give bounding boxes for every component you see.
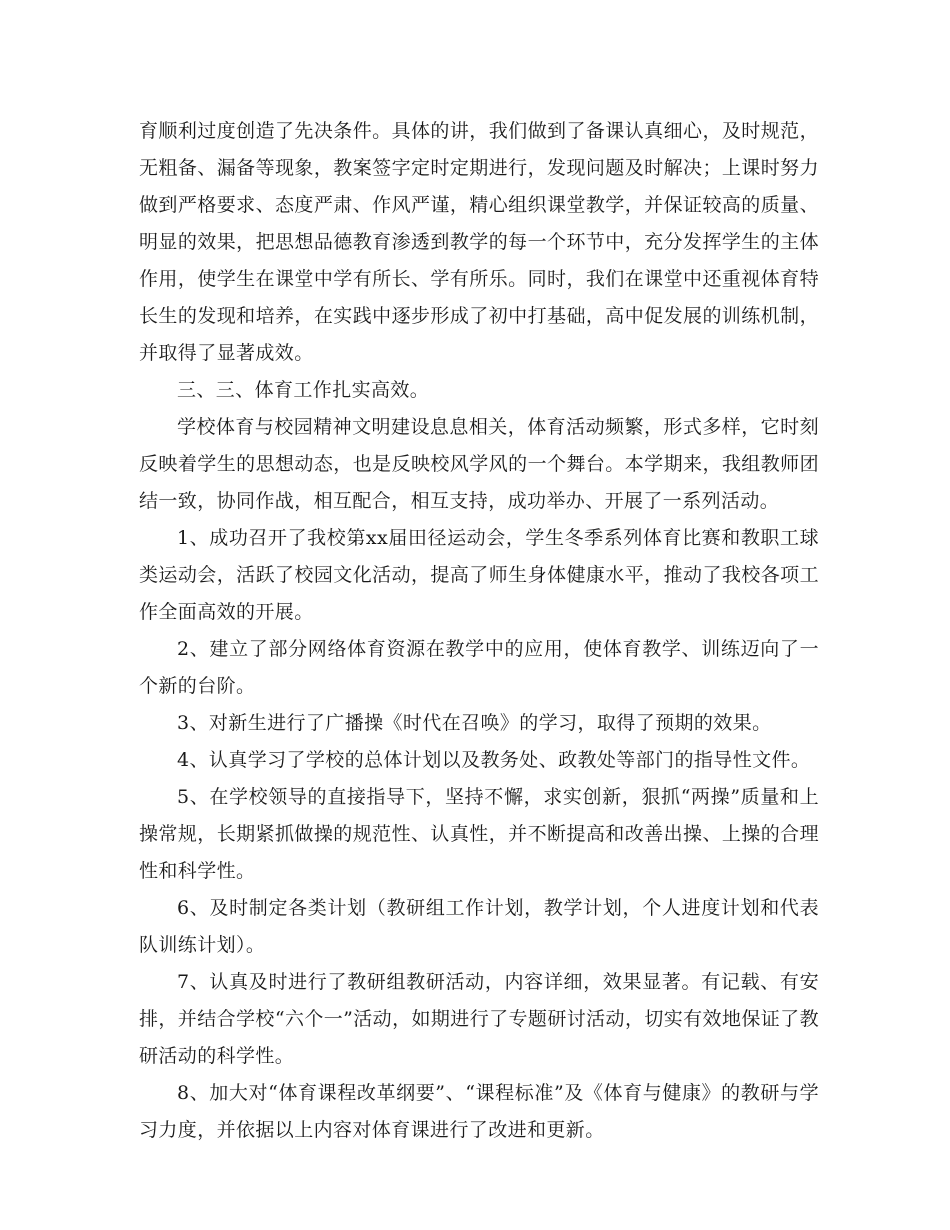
list-item-3: 3、对新生进行了广播操《时代在召唤》的学习，取得了预期的效果。 xyxy=(177,712,772,734)
document-body xyxy=(139,113,819,1149)
list-item-8: 8、加大对“体育课程改革纲要”、“课程标准”及《体育与健康》的教研与学习力度，并依据以上内容对体育课进行了改进和更新。 xyxy=(139,1082,819,1141)
list-item-5: 5、在学校领导的直接指导下，坚持不懈，求实创新，狠抓“两操”质量和上操常规，长期紧抓做操的规范性、认真性，并不断提高和改善出操、上操的合理性和科学性。 xyxy=(139,786,819,882)
list-item-6: 6、及时制定各类计划（教研组工作计划，教学计划，个人进度计划和代表队训练计划）。 xyxy=(139,897,819,956)
list-item-7: 7、认真及时进行了教研组教研活动，内容详细，效果显著。有记载、有安排，并结合学校“六个一”活动，如期进行了专题研讨活动，切实有效地保证了教研活动的科学性。 xyxy=(139,971,819,1067)
list-item-2: 2、建立了部分网络体育资源在教学中的应用，使体育教学、训练迈向了一个新的台阶。 xyxy=(139,638,819,697)
paragraph-intro: 学校体育与校园精神文明建设息息相关，体育活动频繁，形式多样，它时刻反映着学生的思想动态，也是反映校风学风的一个舞台。本学期来，我组教师团结一致，协同作战，相互配合，相互支持，成功举办、开展了一系列活动。 xyxy=(139,416,819,512)
paragraph-continuation: 育顺利过度创造了先决条件。具体的讲，我们做到了备课认真细心，及时规范，无粗备、漏备等现象，教案签字定时定期进行，发现问题及时解决；上课时努力做到严格要求、态度严肃、作风严谨，精心组织课堂教学，并保证较高的质量、明显的效果，把思想品德教育渗透到教学的每一个环节中，充分发挥学生的主体作用，使学生在课堂中学有所长、学有所乐。同时，我们在课堂中还重视体育特长生的发现和培养，在实践中逐步形成了初中打基础，高中促发展的训练机制，并取得了显著成效。 xyxy=(139,120,819,364)
section-heading: 三、三、体育工作扎实高效。 xyxy=(177,379,430,401)
list-item-4: 4、认真学习了学校的总体计划以及教务处、政教处等部门的指导性文件。 xyxy=(177,749,811,771)
list-item-1: 1、成功召开了我校第xx届田径运动会，学生冬季系列体育比赛和教职工球类运动会，活跃了校园文化活动，提高了师生身体健康水平，推动了我校各项工作全面高效的开展。 xyxy=(139,527,819,623)
